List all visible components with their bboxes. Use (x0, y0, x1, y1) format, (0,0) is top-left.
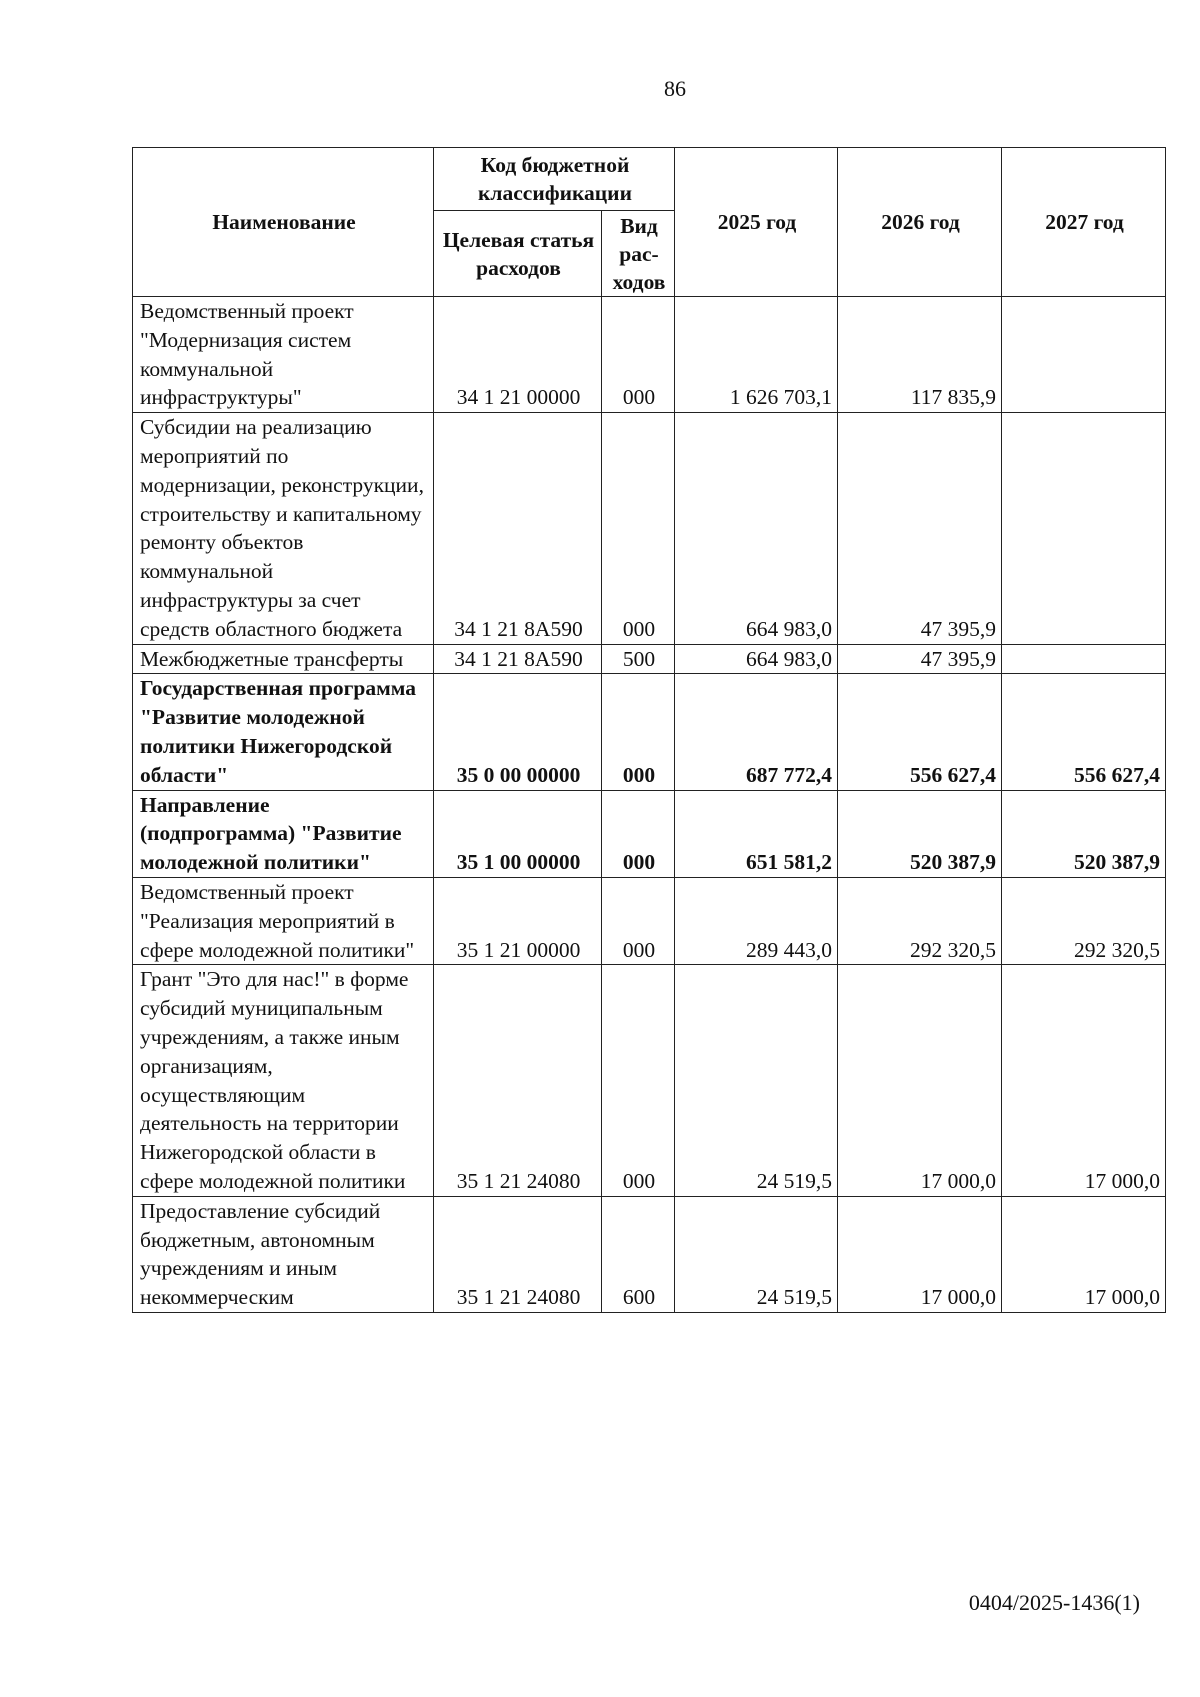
table-row (133, 413, 1166, 644)
row-2027: 292 320,5 (1002, 877, 1166, 964)
row-2026: 47 395,9 (838, 644, 1002, 674)
row-target-code: 34 1 21 8А590 (434, 644, 602, 674)
header-2027: 2027 год (1002, 148, 1166, 297)
row-2025: 687 772,4 (675, 674, 838, 790)
row-name: Межбюджетные трансферты (133, 644, 434, 674)
row-2027 (1002, 297, 1166, 413)
row-2025: 24 519,5 (675, 1196, 838, 1312)
header-code-group: Код бюджетной классификации (434, 148, 675, 211)
row-expense-kind: 000 (602, 297, 675, 413)
row-2025: 664 983,0 (675, 413, 838, 644)
row-2027 (1002, 413, 1166, 644)
table-row (133, 877, 1166, 964)
row-target-code: 35 1 21 00000 (434, 877, 602, 964)
row-2026: 117 835,9 (838, 297, 1002, 413)
row-2026: 292 320,5 (838, 877, 1002, 964)
row-expense-kind: 600 (602, 1196, 675, 1312)
row-name: Направление (подпрограмма) "Развитие молодежной политики" (133, 790, 434, 877)
page-number: 86 (664, 76, 686, 101)
row-expense-kind: 000 (602, 965, 675, 1196)
row-name: Субсидии на реализацию мероприятий по модернизации, реконструкции, строительству и капитальному ремонту объектов коммунальной инфраструктуры за счет средств областного бюджета (133, 413, 434, 644)
table-body (133, 297, 1166, 1313)
row-2027 (1002, 644, 1166, 674)
row-target-code: 35 1 21 24080 (434, 965, 602, 1196)
header-2026: 2026 год (838, 148, 1002, 297)
row-expense-kind: 500 (602, 644, 675, 674)
row-2025: 1 626 703,1 (675, 297, 838, 413)
row-2025: 651 581,2 (675, 790, 838, 877)
row-2027: 556 627,4 (1002, 674, 1166, 790)
row-2026: 17 000,0 (838, 965, 1002, 1196)
row-expense-kind: 000 (602, 877, 675, 964)
row-name: Ведомственный проект "Реализация мероприятий в сфере молодежной политики" (133, 877, 434, 964)
row-2025: 664 983,0 (675, 644, 838, 674)
table-row (133, 965, 1166, 1196)
table-row (133, 790, 1166, 877)
row-2025: 289 443,0 (675, 877, 838, 964)
header-name: Наименование (133, 148, 434, 297)
table-row (133, 674, 1166, 790)
row-2027: 17 000,0 (1002, 965, 1166, 1196)
row-expense-kind: 000 (602, 790, 675, 877)
row-name: Предоставление субсидий бюджетным, автономным учреждениям и иным некоммерческим (133, 1196, 434, 1312)
table-row (133, 297, 1166, 413)
header-kind: Вид рас-ходов (602, 211, 675, 297)
row-target-code: 35 0 00 00000 (434, 674, 602, 790)
row-target-code: 34 1 21 8А590 (434, 413, 602, 644)
row-2026: 17 000,0 (838, 1196, 1002, 1312)
row-name: Ведомственный проект "Модернизация систем коммунальной инфраструктуры" (133, 297, 434, 413)
row-2025: 24 519,5 (675, 965, 838, 1196)
document-id: 0404/2025-1436(1) (968, 1590, 1140, 1615)
row-2026: 556 627,4 (838, 674, 1002, 790)
row-target-code: 35 1 00 00000 (434, 790, 602, 877)
budget-table (132, 147, 1166, 1313)
row-expense-kind: 000 (602, 413, 675, 644)
row-name: Государственная программа "Развитие молодежной политики Нижегородской области" (133, 674, 434, 790)
row-name: Грант "Это для нас!" в форме субсидий муниципальным учреждениям, а также иным организациям, осуществляющим деятельность на территории Нижегородской области в сфере молодежной политики (133, 965, 434, 1196)
row-expense-kind: 000 (602, 674, 675, 790)
row-target-code: 35 1 21 24080 (434, 1196, 602, 1312)
row-target-code: 34 1 21 00000 (434, 297, 602, 413)
table-row (133, 1196, 1166, 1312)
row-2027: 17 000,0 (1002, 1196, 1166, 1312)
header-2025: 2025 год (675, 148, 838, 297)
table-row (133, 644, 1166, 674)
row-2027: 520 387,9 (1002, 790, 1166, 877)
row-2026: 520 387,9 (838, 790, 1002, 877)
row-2026: 47 395,9 (838, 413, 1002, 644)
header-target: Целевая статья расходов (434, 211, 602, 297)
